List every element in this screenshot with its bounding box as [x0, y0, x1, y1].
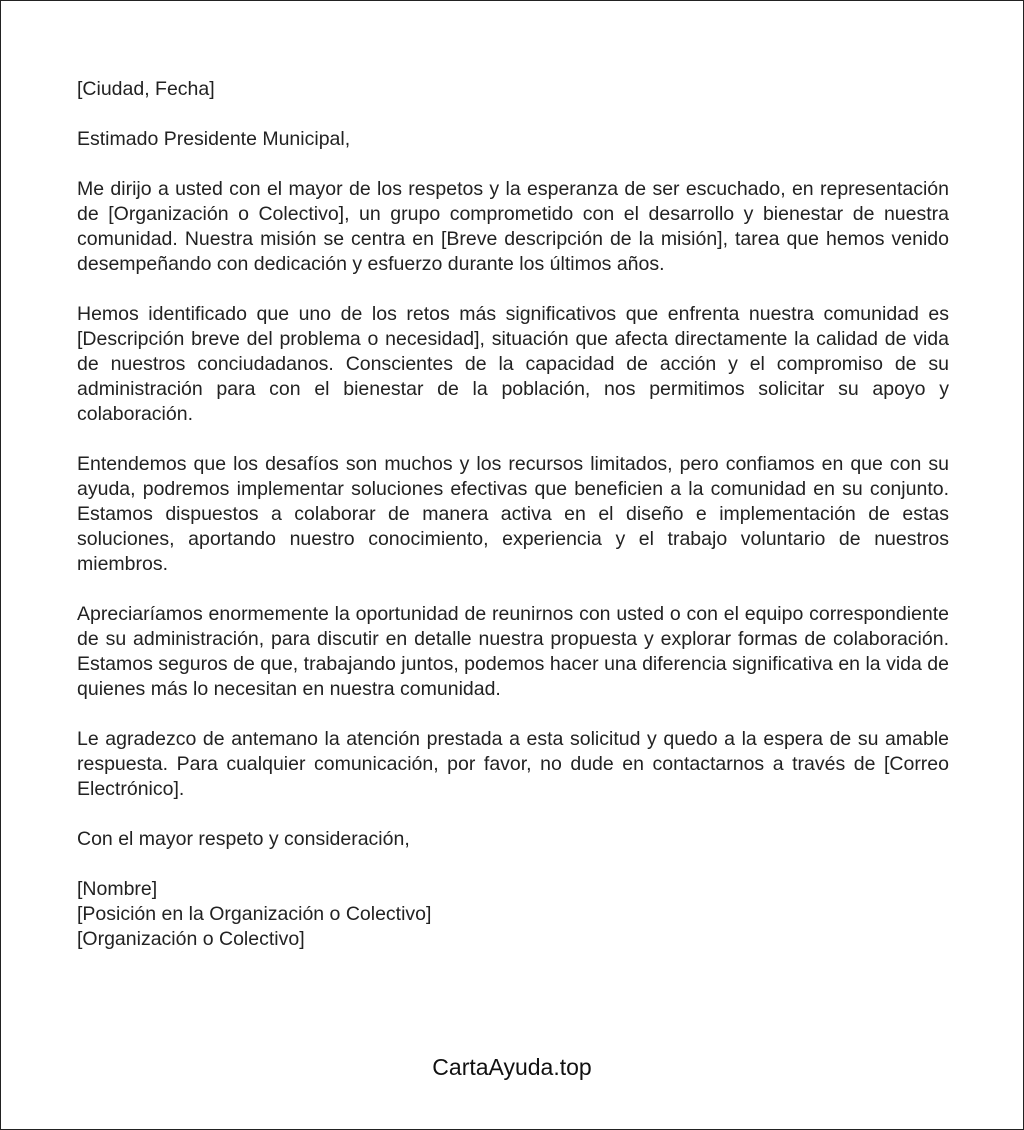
signature-organization: [Organización o Colectivo]	[77, 928, 305, 950]
paragraph-meeting-request: Apreciaríamos enormemente la oportunidad de reunirnos con usted o con el equipo correspondiente de su administración, para discutir en detalle nuestra propuesta y explorar formas de colaboración. Estamos seguros de que, trabajando juntos, podemos hacer una diferencia significativa en la vida de quienes más lo necesitan en nuestra comunidad.	[77, 603, 949, 700]
paragraph-thanks: Le agradezco de antemano la atención prestada a esta solicitud y quedo a la espera de su amable respuesta. Para cualquier comunicación, por favor, no dude en contactarnos a través de [Correo Electrónico].	[77, 728, 949, 800]
paragraph-collaboration: Entendemos que los desafíos son muchos y los recursos limitados, pero confiamos en que con su ayuda, podremos implementar soluciones efectivas que beneficien a la comunidad en su conjunto. Estamos dispuestos a colaborar de manera activa en el diseño e implementación de estas soluciones, aportando nuestro conocimiento, experiencia y el trabajo voluntario de nuestros miembros.	[77, 453, 949, 575]
place-date: [Ciudad, Fecha]	[77, 78, 215, 100]
signature-name: [Nombre]	[77, 878, 158, 900]
letter-body	[77, 77, 949, 977]
salutation: Estimado Presidente Municipal,	[77, 128, 351, 150]
paragraph-problem: Hemos identificado que uno de los retos más significativos que enfrenta nuestra comunidad es [Descripción breve del problema o necesidad], situación que afecta directamente la calidad de vida de nuestros conciudadanos. Conscientes de la capacidad de acción y el compromiso de su administración para con el bienestar de la población, nos permitimos solicitar su apoyo y colaboración.	[77, 303, 949, 425]
signature-position: [Posición en la Organización o Colectivo]	[77, 903, 432, 925]
paragraph-introduction: Me dirijo a usted con el mayor de los respetos y la esperanza de ser escuchado, en representación de [Organización o Colectivo], un grupo comprometido con el desarrollo y bienestar de nuestra comunidad. Nuestra misión se centra en [Breve descripción de la misión], tarea que hemos venido desempeñando con dedicación y esfuerzo durante los últimos años.	[77, 178, 949, 275]
footer-site-name: CartaAyuda.top	[432, 1054, 592, 1080]
signature-block	[77, 877, 949, 952]
closing: Con el mayor respeto y consideración,	[77, 828, 410, 850]
